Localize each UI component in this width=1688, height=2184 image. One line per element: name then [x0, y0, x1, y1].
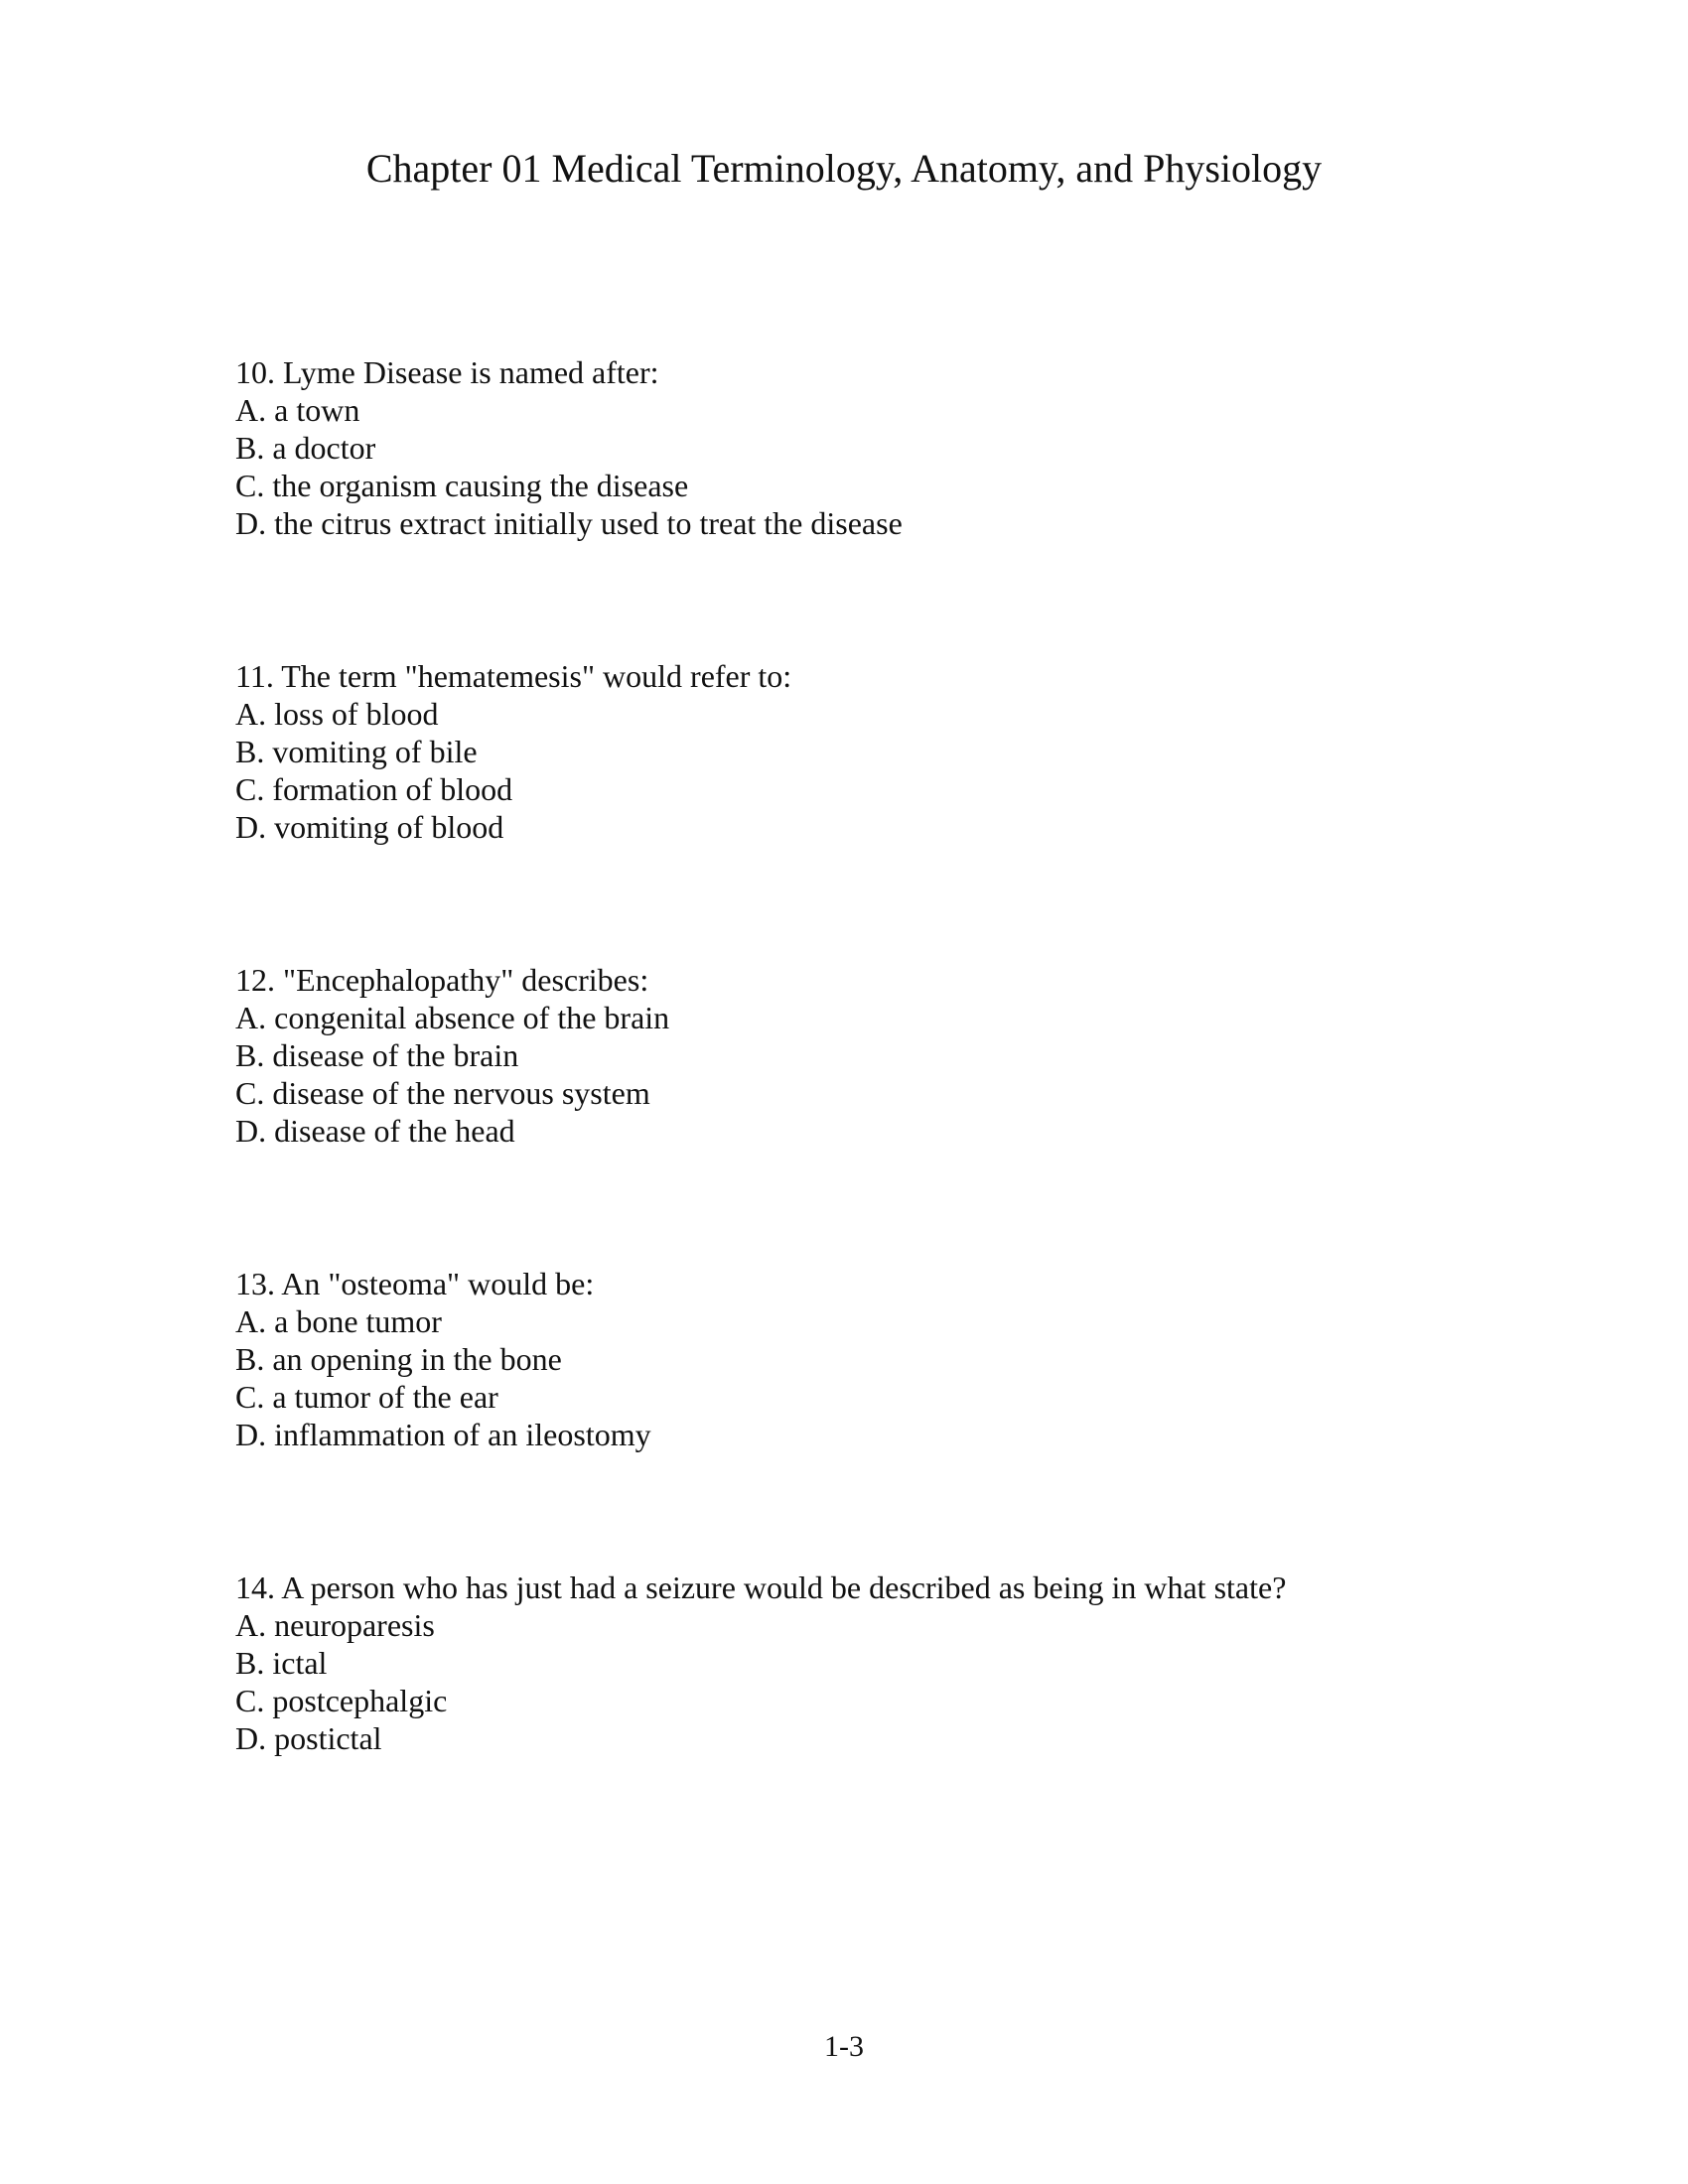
question-stem: 10. Lyme Disease is named after:: [235, 354, 659, 390]
page-title: Chapter 01 Medical Terminology, Anatomy, and Physiology: [365, 146, 1323, 191]
question-10: [235, 353, 1526, 542]
answer-option-b: B. a doctor: [235, 430, 376, 466]
answer-option-c: C. the organism causing the disease: [235, 468, 689, 503]
question-stem: 11. The term "hematemesis" would refer to:: [235, 658, 792, 694]
answer-option-b: B. vomiting of bile: [235, 734, 478, 769]
answer-option-a: A. a bone tumor: [235, 1303, 442, 1339]
question-stem: 12. "Encephalopathy" describes:: [235, 962, 649, 998]
answer-option-b: B. disease of the brain: [235, 1037, 519, 1073]
question-stem: 13. An "osteoma" would be:: [235, 1266, 595, 1301]
answer-option-a: A. congenital absence of the brain: [235, 1000, 670, 1035]
question-13: [235, 1265, 1526, 1453]
answer-option-c: C. disease of the nervous system: [235, 1075, 650, 1111]
answer-option-d: D. disease of the head: [235, 1113, 515, 1149]
answer-option-c: C. a tumor of the ear: [235, 1379, 498, 1415]
answer-option-d: D. the citrus extract initially used to treat the disease: [235, 505, 903, 541]
answer-option-a: A. loss of blood: [235, 696, 439, 732]
answer-option-c: C. postcephalgic: [235, 1683, 448, 1718]
answer-option-a: A. a town: [235, 392, 360, 428]
question-11: [235, 657, 1526, 846]
answer-option-d: D. inflammation of an ileostomy: [235, 1417, 651, 1452]
question-stem: 14. A person who has just had a seizure would be described as being in what state?: [235, 1570, 1287, 1605]
answer-option-b: B. an opening in the bone: [235, 1341, 562, 1377]
answer-option-a: A. neuroparesis: [235, 1607, 435, 1643]
question-12: [235, 961, 1526, 1150]
page-number: 1-3: [824, 2030, 864, 2063]
answer-option-b: B. ictal: [235, 1645, 328, 1681]
answer-option-d: D. postictal: [235, 1720, 382, 1756]
question-14: [235, 1569, 1526, 1757]
answer-option-c: C. formation of blood: [235, 771, 513, 807]
answer-option-d: D. vomiting of blood: [235, 809, 504, 845]
